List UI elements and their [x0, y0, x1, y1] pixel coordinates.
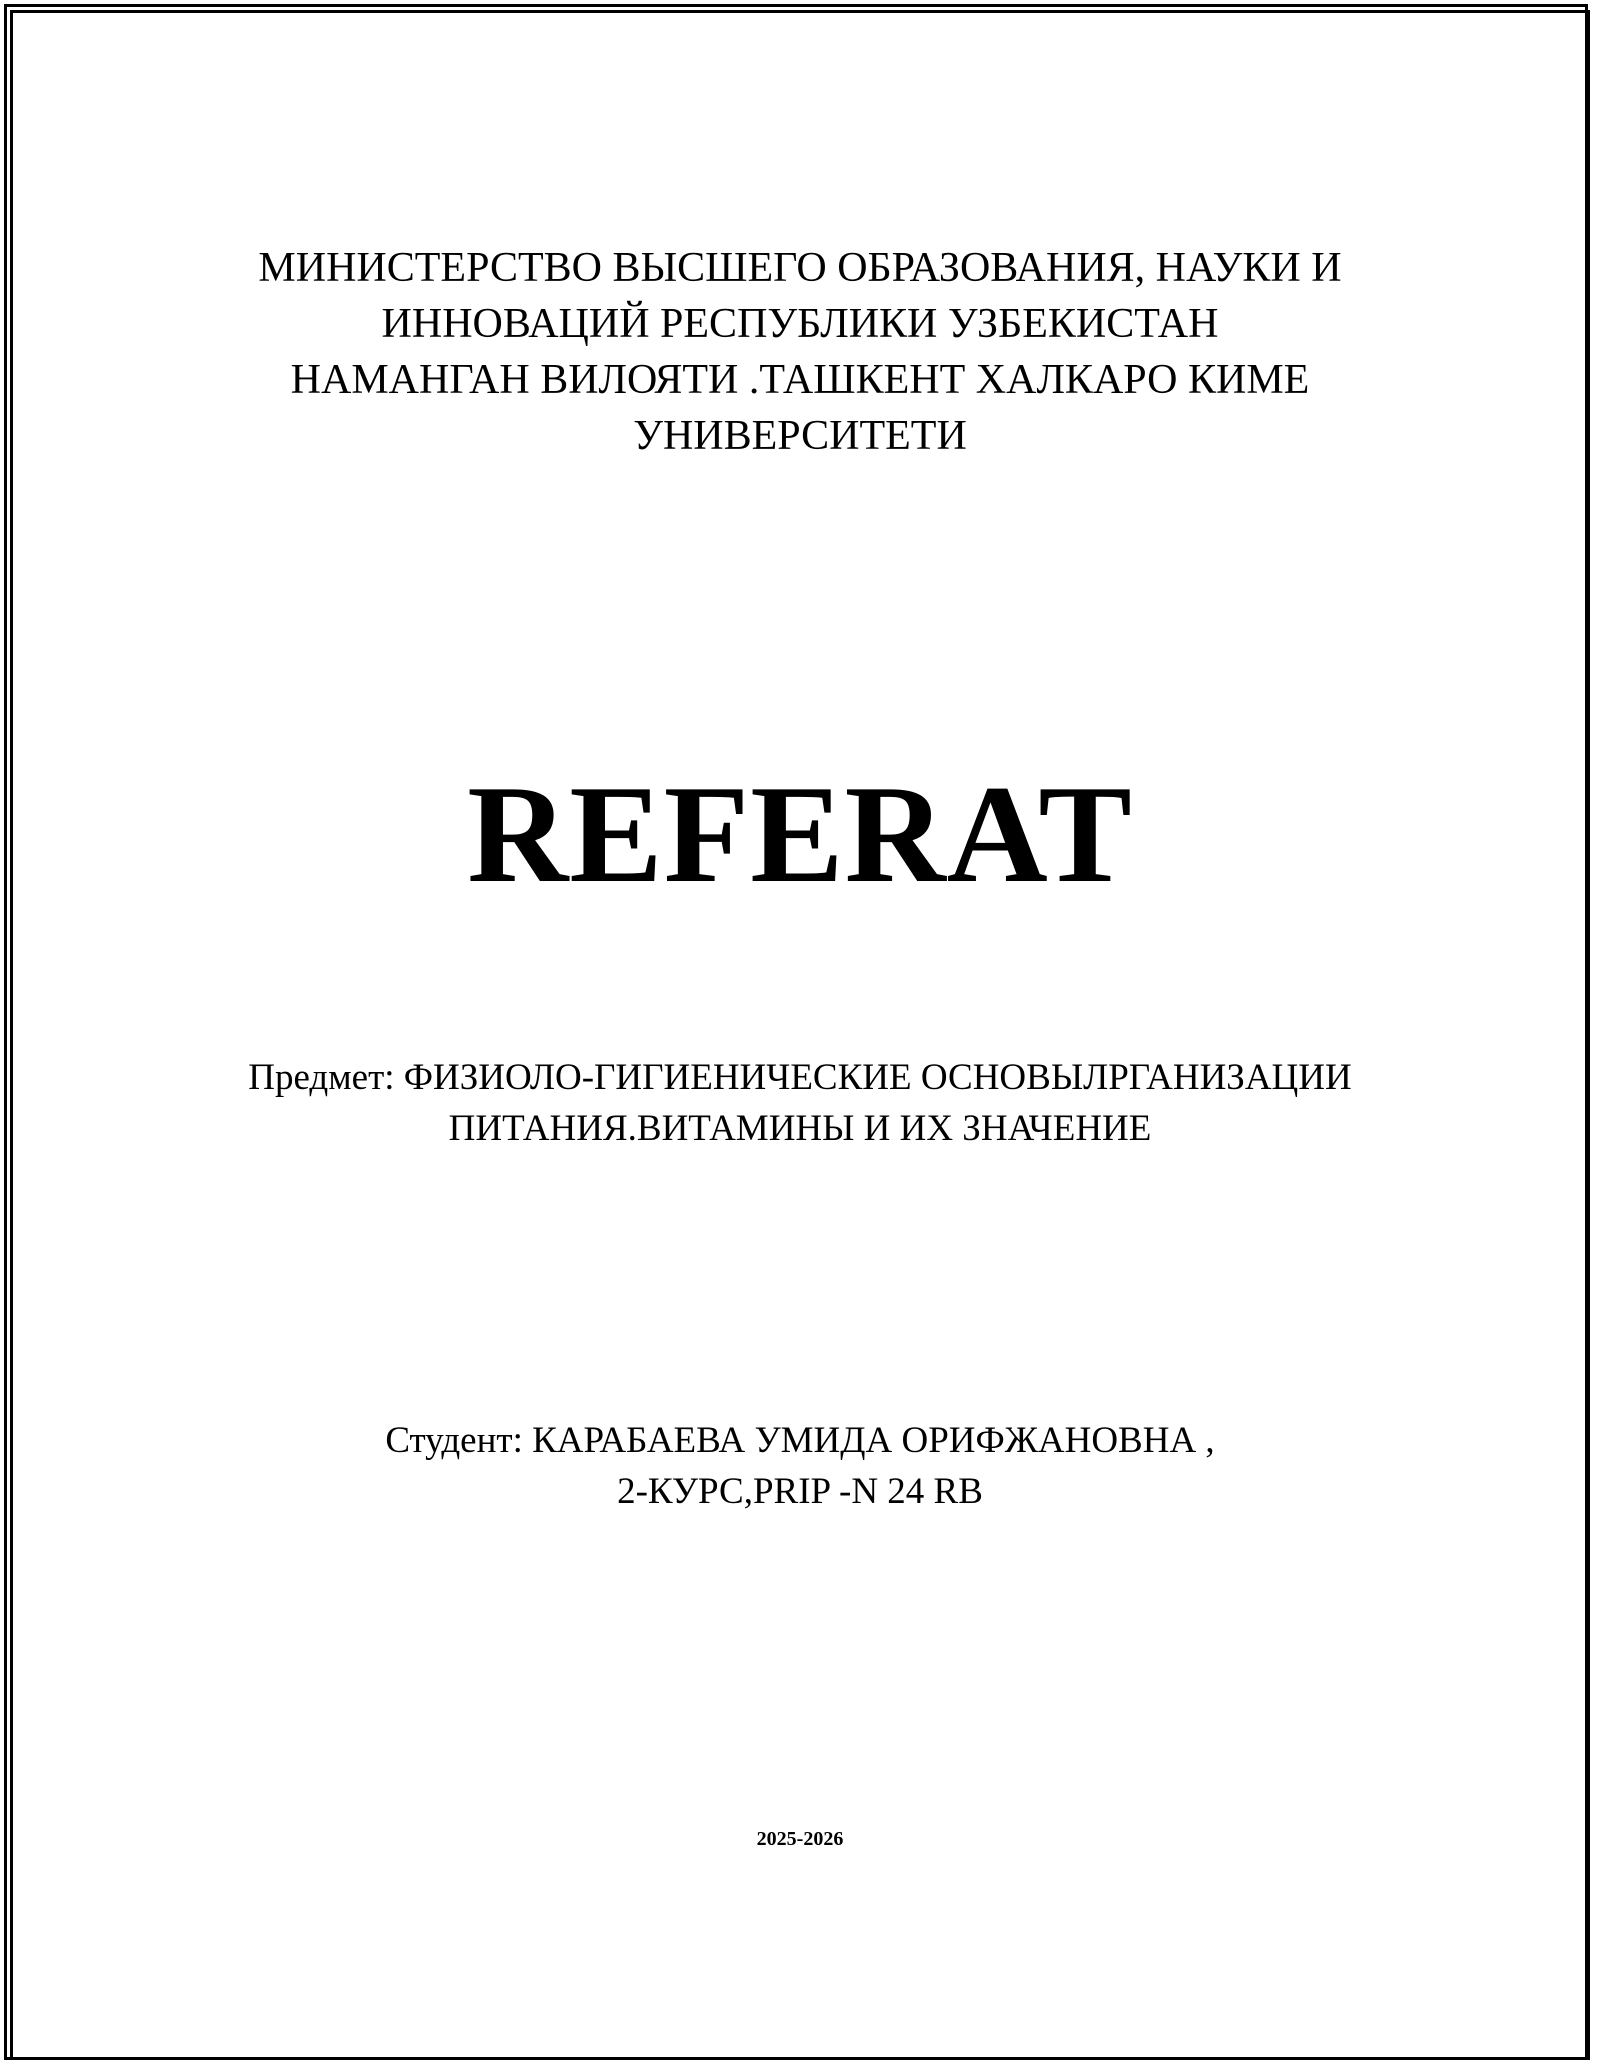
- subject-block: [0, 1052, 1600, 1154]
- subject-line-1: Предмет: ФИЗИОЛО-ГИГИЕНИЧЕСКИЕ ОСНОВЫЛРГАНИЗАЦИИ: [248, 1057, 1352, 1098]
- header-line-3: НАМАНГАН ВИЛОЯТИ .ТАШКЕНТ ХАЛКАРО КИМЕ: [290, 357, 1310, 403]
- student-line-2: 2-КУРС,PRIP -N 24 RB: [617, 1471, 983, 1512]
- student-block: [0, 1415, 1600, 1517]
- academic-year: 2025-2026: [756, 1828, 844, 1850]
- subject-line-2: ПИТАНИЯ.ВИТАМИНЫ И ИХ ЗНАЧЕНИЕ: [448, 1108, 1152, 1149]
- ministry-university-header: [0, 240, 1600, 464]
- document-title: REFERAT: [467, 757, 1133, 912]
- header-line-4: УНИВЕРСИТЕТИ: [633, 413, 967, 459]
- student-line-1: Студент: КАРАБАЕВА УМИДА ОРИФЖАНОВНА ,: [385, 1420, 1215, 1461]
- header-line-2: ИННОВАЦИЙ РЕСПУБЛИКИ УЗБЕКИСТАН: [381, 301, 1219, 347]
- header-line-1: МИНИСТЕРСТВО ВЫСШЕГО ОБРАЗОВАНИЯ, НАУКИ И: [258, 245, 1342, 291]
